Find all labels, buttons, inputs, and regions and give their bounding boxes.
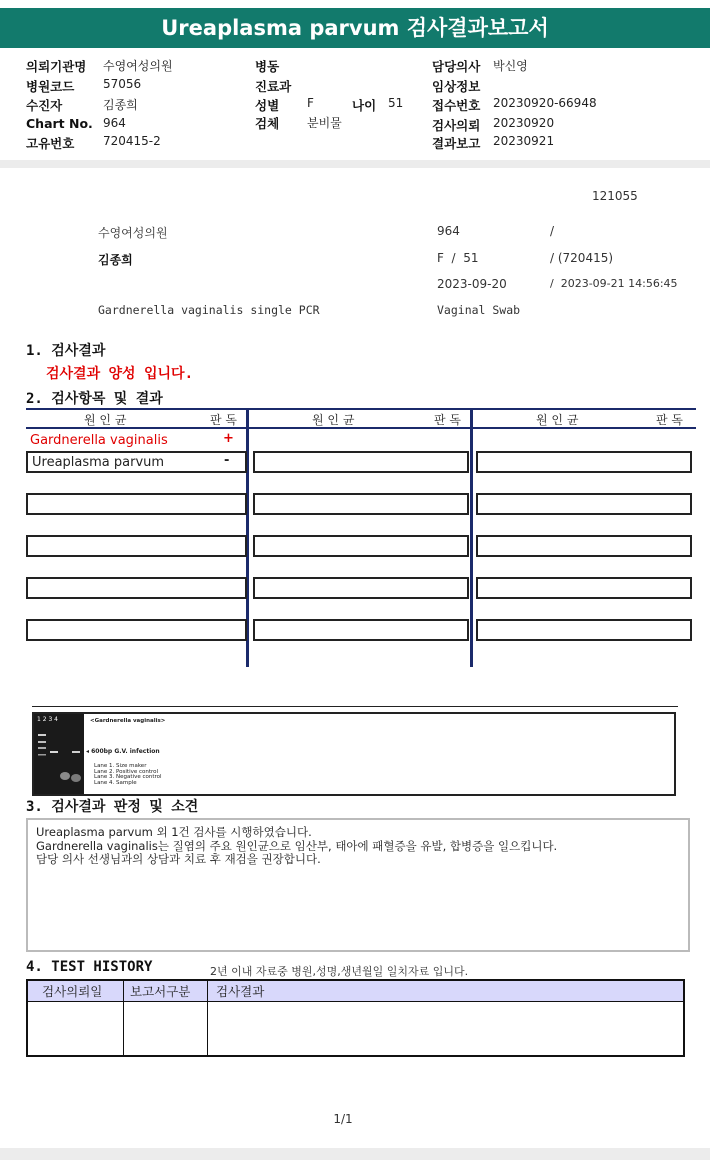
col-header-organism-3: 원 인 균 — [536, 413, 579, 427]
result-row — [26, 431, 244, 451]
info-slash: / — [550, 224, 555, 238]
info-patient: 김종희 — [98, 253, 133, 267]
empty-result-cell — [26, 577, 247, 599]
info-date-requested: 2023-09-20 — [437, 277, 507, 291]
value-test-request: 20230920 — [493, 116, 555, 130]
gel-legend — [94, 764, 162, 786]
col-header-organism-1: 원 인 균 — [84, 413, 127, 427]
label-requesting-institution: 의뢰기관명 — [26, 59, 87, 74]
report-code: 121055 — [592, 189, 638, 203]
gel-lane-numbers: 1 2 3 4 — [37, 716, 58, 723]
value-requesting-institution: 수영여성의원 — [103, 59, 173, 73]
findings-line: Ureaplasma parvum 외 1건 검사를 시행하였습니다. — [36, 825, 312, 839]
label-chart-no: Chart No. — [26, 116, 93, 131]
label-ward: 병동 — [255, 59, 280, 74]
grid-top-line — [26, 408, 696, 410]
empty-result-cell — [26, 619, 247, 641]
empty-result-cell — [253, 451, 469, 473]
gel-electrophoresis-image — [34, 714, 84, 794]
empty-result-cell — [253, 535, 469, 557]
gel-bands — [34, 714, 84, 794]
value-age: 51 — [388, 96, 404, 110]
col-header-judgement-2: 판 독 — [434, 413, 461, 427]
header-divider — [0, 160, 710, 168]
value-result-report: 20230921 — [493, 134, 555, 148]
section1-title: 1. 검사결과 — [26, 343, 106, 359]
history-col-request-date: 검사의뢰일 — [42, 984, 103, 999]
info-date-reported: / 2023-09-21 14:56:45 — [550, 277, 678, 290]
history-header-row — [28, 981, 683, 1002]
label-result-report: 결과보고 — [432, 136, 481, 151]
organism-name: Gardnerella vaginalis — [30, 433, 168, 448]
empty-result-cell — [26, 535, 247, 557]
gel-legend-item: Lane 3. Negative control — [94, 774, 162, 780]
findings-line: 담당 의사 선생님과의 상담과 치료 후 재검을 권장합니다. — [36, 852, 321, 866]
section2-title: 2. 검사항목 및 결과 — [26, 391, 163, 407]
value-specimen: 분비물 — [307, 116, 342, 130]
empty-result-cell — [476, 451, 692, 473]
bottom-bar — [0, 1148, 710, 1160]
label-test-request: 검사의뢰 — [432, 118, 481, 133]
gel-caption: <Gardnerella vaginalis> — [90, 718, 166, 724]
empty-result-cell — [476, 493, 692, 515]
empty-result-cell — [476, 619, 692, 641]
result-mark: - — [224, 453, 230, 468]
grid-separator-2 — [470, 408, 473, 667]
value-chart-no: 964 — [103, 116, 126, 130]
history-col-result: 검사결과 — [216, 984, 265, 999]
history-col-divider-1 — [123, 981, 124, 1055]
label-specimen: 검체 — [255, 116, 280, 131]
result-summary: 검사결과 양성 입니다. — [46, 366, 194, 382]
value-hospital-code: 57056 — [103, 77, 142, 91]
gel-legend-item: Lane 1. Size maker — [94, 763, 147, 769]
col-header-organism-2: 원 인 균 — [312, 413, 355, 427]
result-mark: + — [223, 431, 234, 446]
value-unique-number: 720415-2 — [103, 134, 161, 148]
report-title: Ureaplasma parvum 검사결과보고서 — [0, 8, 710, 48]
label-hospital-code: 병원코드 — [26, 79, 75, 94]
empty-result-cell — [26, 493, 247, 515]
gel-legend-item: Lane 4. Sample — [94, 779, 137, 786]
history-col-report-type: 보고서구분 — [130, 984, 191, 999]
info-regno: / (720415) — [550, 251, 614, 265]
col-header-judgement-1: 판 독 — [210, 413, 237, 427]
empty-result-cell — [476, 577, 692, 599]
label-sex: 성별 — [255, 98, 280, 113]
label-patient: 수진자 — [26, 98, 63, 113]
grid-header-line — [26, 427, 696, 429]
label-receipt-number: 접수번호 — [432, 98, 481, 113]
gel-band-annotation: ◂ 600bp G.V. infection — [86, 748, 160, 755]
value-receipt-number: 20230920-66948 — [493, 96, 597, 110]
organism-name: Ureaplasma parvum — [32, 455, 165, 470]
info-chart: 964 — [437, 224, 460, 238]
label-age: 나이 — [352, 98, 377, 113]
value-sex: F — [307, 96, 314, 110]
info-sex-age: F / 51 — [437, 251, 479, 265]
history-note: 2년 이내 자료중 병원,성명,생년월일 일치자료 입니다. — [210, 965, 469, 978]
section4-title: 4. TEST HISTORY — [26, 959, 153, 975]
info-test-name: Gardnerella vaginalis single PCR — [98, 303, 320, 317]
info-specimen: Vaginal Swab — [437, 303, 521, 317]
empty-result-cell — [476, 535, 692, 557]
findings-comment-box — [26, 818, 690, 952]
page-number: 1/1 — [333, 1112, 353, 1126]
col-header-judgement-3: 판 독 — [656, 413, 683, 427]
result-row — [26, 451, 247, 473]
section3-title: 3. 검사결과 판정 및 소견 — [26, 799, 199, 815]
gel-top-rule — [32, 706, 678, 707]
value-patient: 김종희 — [103, 98, 138, 112]
empty-result-cell — [253, 493, 469, 515]
test-history-table — [26, 979, 685, 1057]
label-unique-number: 고유번호 — [26, 136, 75, 151]
empty-result-cell — [253, 619, 469, 641]
empty-result-cell — [253, 577, 469, 599]
gel-band-label: 600bp G.V. infection — [91, 748, 160, 755]
label-clinical-info: 임상정보 — [432, 79, 481, 94]
label-doctor: 담당의사 — [432, 59, 481, 74]
findings-text — [36, 826, 557, 867]
info-hospital: 수영여성의원 — [98, 226, 168, 240]
gel-legend-item: Lane 2. Positive control — [94, 768, 159, 775]
history-col-divider-2 — [207, 981, 208, 1055]
findings-line: Gardnerella vaginalis는 질염의 주요 원인균으로 임산부, 태아에 패혈증을 유발, 합병증을 일으킵니다. — [36, 838, 558, 853]
label-department: 진료과 — [255, 79, 292, 94]
value-doctor: 박신영 — [493, 59, 528, 73]
